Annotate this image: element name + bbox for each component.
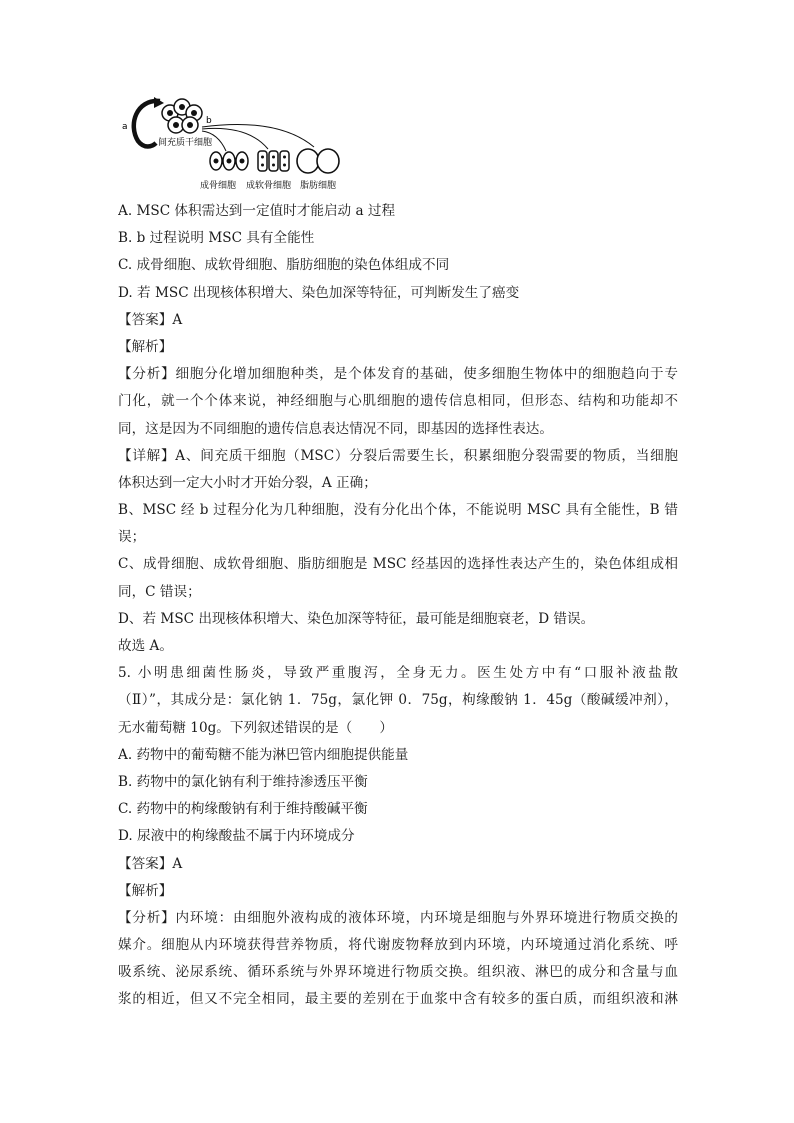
q5-analysis-line: 吸系统、泌尿系统、循环系统与外界环境进行物质交换。组织液、淋巴的成分和含量与血	[118, 964, 678, 981]
adipocyte-cells	[297, 149, 339, 173]
q5-analysis-line: 浆的相近，但又不完全相同，最主要的差别在于血浆中含有较多的蛋白质，而组织液和淋	[118, 991, 678, 1008]
cycle-arrow-head	[154, 97, 164, 108]
q5-analysis-line: 【分析】内环境：由细胞外液构成的液体环境，内环境是细胞与外界环境进行物质交换的	[118, 909, 678, 926]
detail-line: C、成骨细胞、成软骨细胞、脂肪细胞是 MSC 经基因的选择性表达产生的，染色体组成相	[118, 556, 678, 573]
detail-line: D、若 MSC 出现核体积增大、染色加深等特征，最可能是细胞衰老，D 错误。	[118, 610, 595, 627]
q5-option-d: D. 尿液中的枸缘酸盐不属于内环境成分	[118, 828, 355, 845]
answer-line: 【答案】A	[118, 311, 183, 328]
adipocyte-label: 脂肪细胞	[300, 181, 337, 191]
q5-option-b: B. 药物中的氯化钠有利于维持渗透压平衡	[118, 773, 368, 790]
choice-line: 故选 A。	[118, 638, 173, 654]
question-5-stem: （Ⅱ）”，其成分是：氯化钠 1．75g，氯化钾 0．75g，枸缘酸钠 1．45g（酸碱缓冲剂），	[118, 692, 678, 709]
cycle-arrow-a	[134, 101, 160, 147]
msc-differentiation-figure	[118, 95, 348, 195]
stem-cell-label: 间充质干细胞	[158, 138, 213, 148]
analysis-line: 【分析】细胞分化增加细胞种类，是个体发育的基础，使多细胞生物体中的细胞趋向于专	[118, 366, 678, 383]
question-5-stem: 无水葡萄糖 10g。下列叙述错误的是（ ）	[118, 719, 394, 736]
label-a: a	[122, 122, 128, 132]
detail-line: B、MSC 经 b 过程分化为几种细胞，没有分化出个体，不能说明 MSC 具有全能性，B 错	[118, 502, 678, 519]
option-d: D. 若 MSC 出现核体积增大、染色加深等特征，可判断发生了癌变	[118, 284, 520, 301]
q5-analysis-heading: 【解析】	[118, 882, 173, 899]
option-c: C. 成骨细胞、成软骨细胞、脂肪细胞的染色体组成不同	[118, 257, 450, 274]
q5-analysis-line: 媒介。细胞从内环境获得营养物质，将代谢废物释放到内环境，内环境通过消化系统、呼	[118, 937, 678, 954]
osteoblast-label: 成骨细胞	[200, 181, 237, 191]
chondrocyte-label: 成软骨细胞	[246, 181, 292, 191]
detail-line: 体积达到一定大小时才开始分裂，A 正确；	[118, 474, 377, 491]
osteoblast-cells	[210, 152, 248, 170]
option-a: A. MSC 体积需达到一定值时才能启动 a 过程	[118, 203, 396, 219]
detail-line: 同，C 错误；	[118, 583, 201, 600]
option-b: B. b 过程说明 MSC 具有全能性	[118, 230, 315, 247]
detail-line: 【详解】A、间充质干细胞（MSC）分裂后需要生长，积累细胞分裂需要的物质，当细胞	[118, 447, 678, 464]
analysis-line: 同，这是因为不同细胞的遗传信息表达情况不同，即基因的选择性表达。	[118, 420, 553, 437]
q5-answer-line: 【答案】A	[118, 855, 183, 872]
question-5-stem: 5. 小明患细菌性肠炎，导致严重腹泻，全身无力。医生处方中有“口服补液盐散	[118, 665, 678, 682]
chondrocyte-cells	[258, 151, 289, 171]
detail-line: 误；	[118, 529, 146, 546]
document-body	[118, 198, 678, 1014]
analysis-heading: 【解析】	[118, 338, 173, 355]
analysis-line: 门化，就一个个体来说，神经细胞与心肌细胞的遗传信息相同，但形态、结构和功能却不	[118, 393, 678, 410]
label-b: b	[206, 116, 212, 126]
msc-cell-cluster	[162, 99, 202, 133]
q5-option-c: C. 药物中的枸缘酸钠有利于维持酸碱平衡	[118, 801, 368, 818]
q5-option-a: A. 药物中的葡萄糖不能为淋巴管内细胞提供能量	[118, 746, 409, 763]
arrow-to-adipocyte	[202, 125, 314, 148]
